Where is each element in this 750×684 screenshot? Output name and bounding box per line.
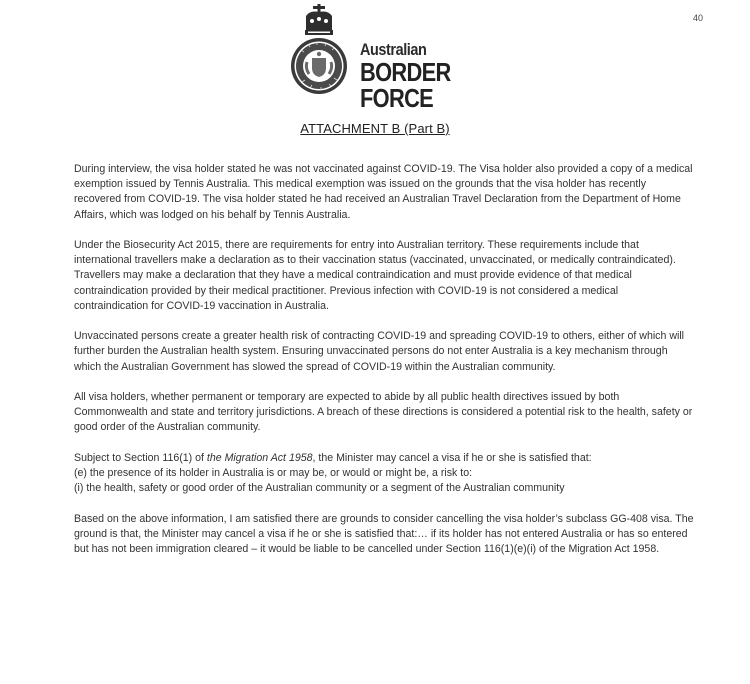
page-number: 40 (693, 13, 704, 23)
document-body (74, 162, 694, 572)
australian-border-force-logo (286, 4, 506, 113)
paragraph-visa-holders: All visa holders, whether permanent or temporary are expected to abide by all public health directives issued by both Commonwealth and state and territory jurisdictions. A breach of these directions is considered a potential risk to the health, safety or good order of the Australian community. (74, 391, 693, 434)
org-name-line2: BORDER FORCE (360, 57, 451, 113)
clause-i: (i) the health, safety or good order of the Australian community or a segment of the Australian community (74, 482, 565, 495)
paragraph-unvaccinated-risk: Unvaccinated persons create a greater health risk of contracting COVID-19 and spreading COVID-19 to others, either of which will further burden the Australian health system. Ensuring unvaccinated persons do not enter Australia is a key mechanism through which the Australian Government has slowed the spread of COVID-19 within the Australian community. (74, 330, 685, 373)
section116-intro-before: Subject to Section 116(1) of (74, 451, 207, 464)
document-title: ATTACHMENT B (Part B) (300, 121, 450, 136)
section116-intro (74, 451, 694, 466)
migration-act-name: the Migration Act 1958 (206, 451, 313, 464)
paragraph-interview: During interview, the visa holder stated he was not vaccinated against COVID-19. The Visa holder also provided a copy of a medical exemption issued by Tennis Australia. This medical exemption was issued on the grounds that the visa holder has recently recovered from COVID-19. The visa holder stated he had received an Australian Travel Declaration from the Department of Home Affairs, which was lodged on his behalf by Tennis Australia. (74, 163, 693, 221)
paragraph-biosecurity: Under the Biosecurity Act 2015, there are requirements for entry into Australian territory. These requirements include that international travellers make a declaration as to their vaccination status (vaccinated, unvaccinated, or medically contraindicated). Travellers may make a declaration that they have a medical contraindication and must provide evidence of that medical contraindication provided by their medical practitioner. Previous infection with COVID-19 is not considered a medical contraindication for COVID-19 vaccination in Australia. (74, 239, 676, 312)
org-name (360, 41, 506, 111)
clause-e: (e) the presence of its holder in Australia is or may be, or would or might be, a risk to: (74, 467, 473, 479)
paragraph-conclusion: Based on the above information, I am satisfied there are grounds to consider cancelling the visa holder’s subclass GG-408 visa. The ground is that, the Minister may cancel a visa if he or she is satisfied that:… if its holder has not entered Australia or has so entered but has not been immigration cleared – it would be liable to be cancelled under Section 116(1)(e)(i) of the Migration Act 1958. (74, 512, 694, 555)
section116-intro-after: , the Minister may cancel a visa if he or she is satisfied that: (312, 451, 592, 464)
crown-crest-icon (286, 4, 352, 96)
org-name-line1: Australian (360, 40, 427, 59)
